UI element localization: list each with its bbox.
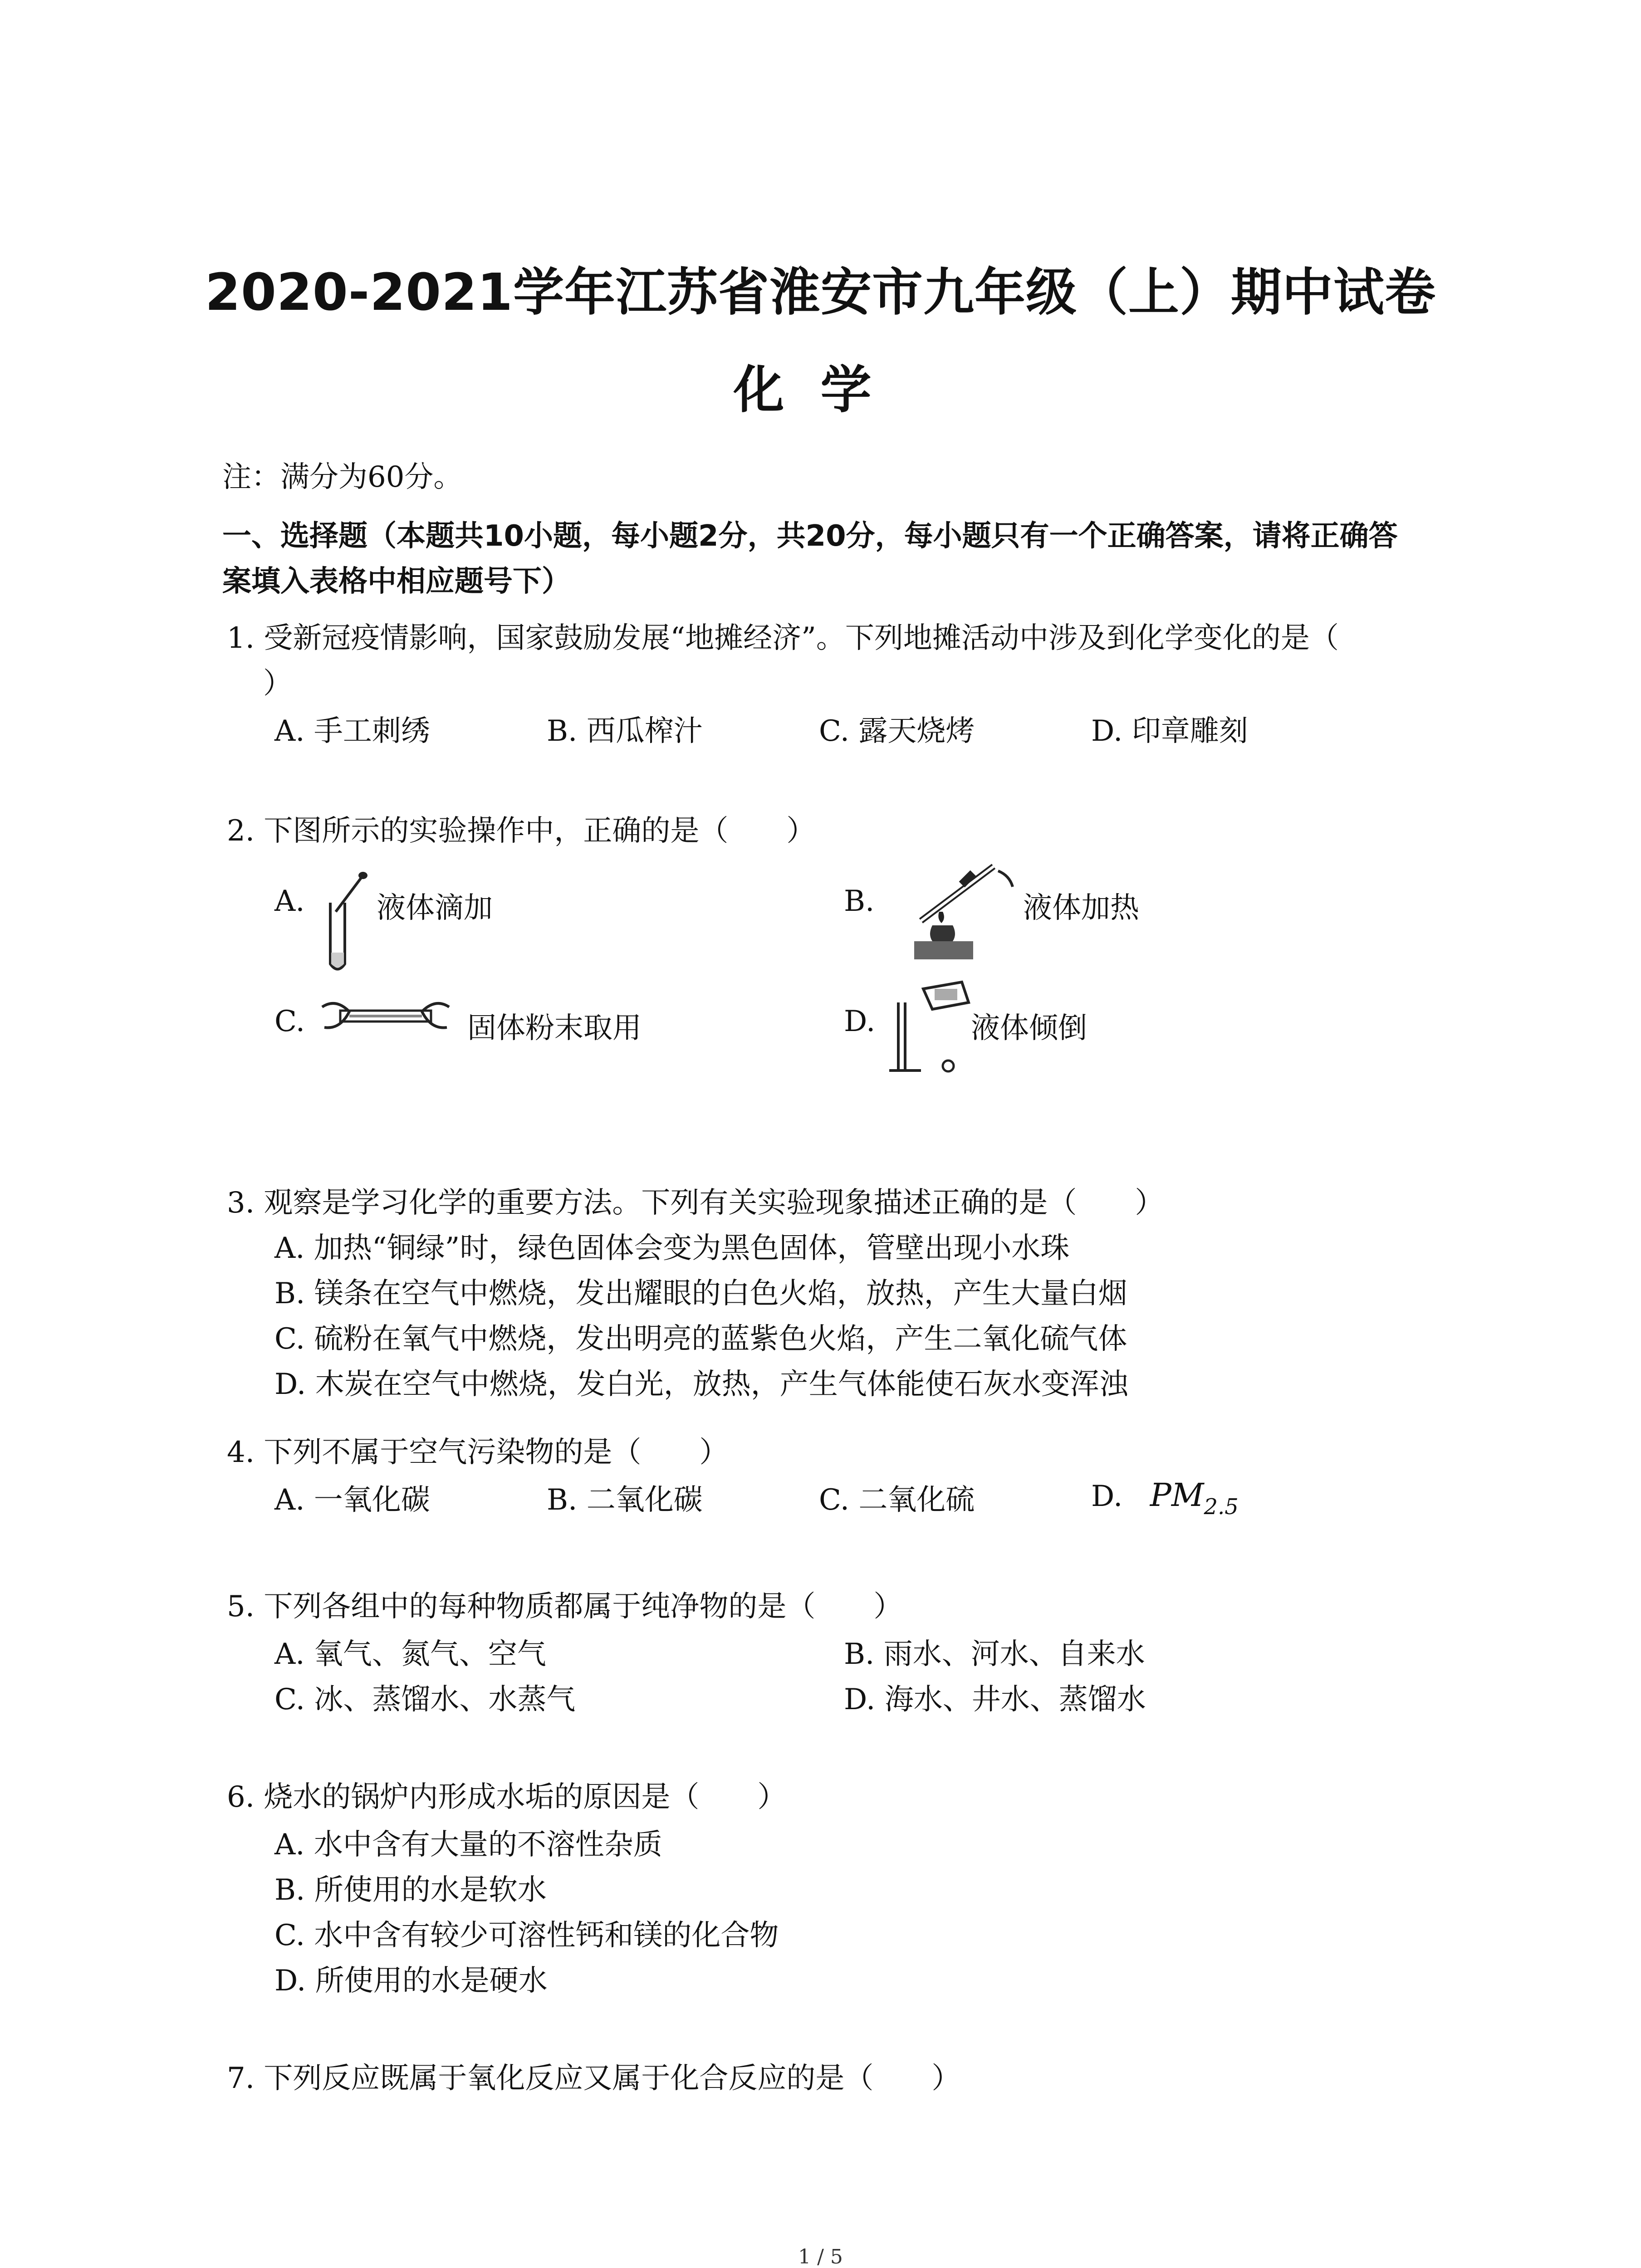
dropper-test-tube-icon bbox=[318, 871, 367, 975]
q5-option-a: A. 氧气、氮气、空气 bbox=[274, 1637, 546, 1671]
q5-stem: 5. 下列各组中的每种物质都属于纯净物的是（ ） bbox=[227, 1590, 903, 1623]
q3-stem: 3. 观察是学习化学的重要方法。下列有关实验现象描述正确的是（ ） bbox=[227, 1186, 1164, 1220]
q6-option-b: B. 所使用的水是软水 bbox=[274, 1873, 547, 1907]
q5-option-c: C. 冰、蒸馏水、水蒸气 bbox=[274, 1683, 576, 1716]
q6-option-c: C. 水中含有较少可溶性钙和镁的化合物 bbox=[274, 1919, 779, 1952]
q2-option-a-letter: A. bbox=[274, 885, 305, 918]
q1-stem-cont: ） bbox=[263, 667, 292, 700]
powder-paper-hands-icon bbox=[318, 989, 454, 1048]
q4-option-b: B. 二氧化碳 bbox=[547, 1483, 703, 1517]
q3-option-b: B. 镁条在空气中燃烧，发出耀眼的白色火焰，放热，产生大量白烟 bbox=[274, 1277, 1127, 1310]
q2-option-b-letter: B. bbox=[844, 885, 875, 918]
q2-option-b-text: 液体加热 bbox=[1023, 891, 1139, 925]
section-heading-line2: 案填入表格中相应题号下） bbox=[222, 565, 571, 598]
pm25-formula bbox=[1150, 1476, 1239, 1520]
q1-option-d: D. 印章雕刻 bbox=[1091, 714, 1248, 748]
q2-stem: 2. 下图所示的实验操作中，正确的是（ ） bbox=[227, 814, 816, 848]
q4-stem: 4. 下列不属于空气污染物的是（ ） bbox=[227, 1436, 729, 1469]
pm-main: PM bbox=[1150, 1476, 1204, 1514]
pm-subscript: 2.5 bbox=[1204, 1494, 1239, 1520]
q5-option-d: D. 海水、井水、蒸馏水 bbox=[844, 1683, 1146, 1716]
page-title: 2020-2021学年江苏省淮安市九年级（上）期中试卷 bbox=[205, 263, 1436, 322]
q2-option-d-text: 液体倾倒 bbox=[971, 1012, 1087, 1045]
page-number: 1 / 5 bbox=[798, 2245, 843, 2268]
q1-stem: 1. 受新冠疫情影响，国家鼓励发展“地摊经济”。下列地摊活动中涉及到化学变化的是（ bbox=[227, 621, 1339, 655]
pouring-liquid-icon bbox=[889, 975, 980, 1075]
q4-option-d-letter: D. bbox=[1091, 1480, 1123, 1513]
q4-option-c: C. 二氧化硫 bbox=[819, 1483, 975, 1517]
q1-option-c: C. 露天烧烤 bbox=[819, 714, 975, 748]
q2-option-c-letter: C. bbox=[274, 1005, 305, 1038]
q1-option-a: A. 手工刺绣 bbox=[274, 714, 430, 748]
subject-title: 化学 bbox=[733, 361, 908, 420]
q5-option-b: B. 雨水、河水、自来水 bbox=[844, 1637, 1145, 1671]
q4-option-d bbox=[1091, 1476, 1239, 1520]
q6-stem: 6. 烧水的锅炉内形成水垢的原因是（ ） bbox=[227, 1780, 787, 1814]
q3-option-c: C. 硫粉在氧气中燃烧，发出明亮的蓝紫色火焰，产生二氧化硫气体 bbox=[274, 1322, 1127, 1356]
q3-option-a: A. 加热“铜绿”时，绿色固体会变为黑色固体，管壁出现小水珠 bbox=[274, 1232, 1070, 1265]
q4-option-a: A. 一氧化碳 bbox=[274, 1483, 430, 1517]
q3-option-d: D. 木炭在空气中燃烧，发白光，放热，产生气体能使石灰水变浑浊 bbox=[274, 1368, 1128, 1401]
q1-option-b: B. 西瓜榨汁 bbox=[547, 714, 703, 748]
q2-option-c-text: 固体粉末取用 bbox=[467, 1012, 642, 1045]
q2-option-d-letter: D. bbox=[844, 1005, 876, 1038]
heating-test-tube-icon bbox=[894, 853, 1016, 962]
section-heading-line1: 一、选择题（本题共10小题，每小题2分，共20分，每小题只有一个正确答案，请将正确答 bbox=[222, 519, 1398, 553]
score-note: 注：满分为60分。 bbox=[222, 460, 463, 494]
q6-option-a: A. 水中含有大量的不溶性杂质 bbox=[274, 1828, 662, 1862]
q7-stem: 7. 下列反应既属于氧化反应又属于化合反应的是（ ） bbox=[227, 2062, 961, 2095]
q6-option-d: D. 所使用的水是硬水 bbox=[274, 1964, 548, 1998]
q2-option-a-text: 液体滴加 bbox=[377, 891, 493, 925]
